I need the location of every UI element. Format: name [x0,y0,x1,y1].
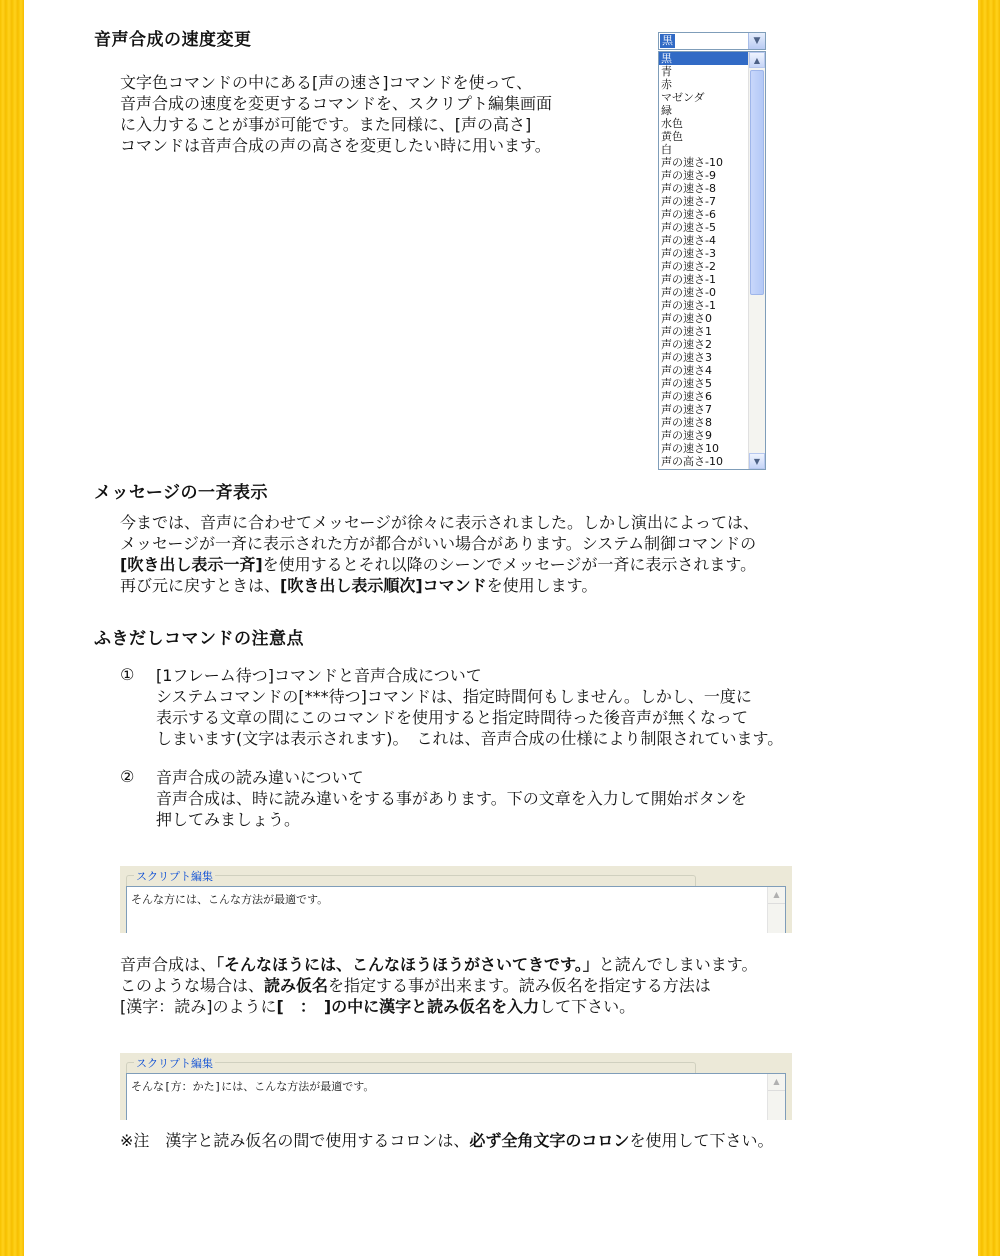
scroll-up-icon[interactable]: ▲ [749,52,765,68]
item2-line-1: 音声合成は、時に読み違いをする事があります。下の文章を入力して開始ボタンを [156,789,747,808]
command-name-simultaneous: [吹き出し表示一斉] [120,555,263,574]
script-textarea[interactable] [126,1073,786,1120]
list-item[interactable]: 白 [661,143,672,156]
note-item-2 [156,767,916,830]
script-editor-2 [120,1053,792,1120]
list-item[interactable]: 声の速さ-2 [661,260,716,273]
scroll-up-icon[interactable]: ▲ [768,887,785,904]
reading-line-1-b: と読んでしまいます。 [598,955,758,974]
script-textarea[interactable] [126,886,786,933]
list-item[interactable]: 声の速さ-6 [661,208,716,221]
script-editor-1 [120,866,792,933]
list-item[interactable]: 声の速さ-0 [661,286,716,299]
list-item[interactable]: 声の速さ-1 [661,273,716,286]
list-item[interactable]: 声の速さ-3 [661,247,716,260]
reading-line-2-a: このような場合は、 [120,976,265,995]
list-item[interactable]: 水色 [661,117,683,130]
list-item[interactable]: 声の速さ-10 [661,156,723,169]
speed-line-4: コマンドは音声合成の声の高さを変更したい時に用います。 [120,136,551,155]
reading-line-3 [120,996,920,1017]
reading-line-1 [120,954,920,975]
command-name-sequential: [吹き出し表示順次]コマンド [280,576,487,595]
speed-line-2: 音声合成の速度を変更するコマンドを、スクリプト編集画面 [120,94,553,113]
list-item[interactable]: 声の速さ-7 [661,195,716,208]
list-item[interactable]: 声の高さ-10 [661,455,723,468]
scroll-thumb[interactable] [750,70,764,295]
list-item[interactable]: マゼンダ [661,91,705,104]
list-item[interactable]: 黄色 [661,130,683,143]
list-item[interactable]: 声の速さ3 [661,351,712,364]
scroll-up-icon[interactable]: ▲ [768,1074,785,1091]
list-item[interactable]: 声の速さ-4 [661,234,716,247]
item1-line-2: 表示する文章の間にこのコマンドを使用すると指定時間待った後音声が無くなって [156,708,749,727]
textarea-scrollbar[interactable] [767,1074,785,1120]
message-line-3 [120,554,900,575]
reading-syntax: [ ： ]の中に漢字と読み仮名を入力 [276,997,540,1016]
colon-note [120,1130,773,1151]
textarea-scrollbar[interactable] [767,887,785,933]
list-item[interactable]: 緑 [661,104,672,117]
left-border-stripe [0,0,24,1256]
note-b: を使用して下さい。 [629,1131,774,1150]
section-heading-message: メッセージの一斉表示 [94,483,268,503]
item-number-1: ① [120,665,135,684]
message-description [120,512,900,596]
list-item[interactable]: 声の速さ1 [661,325,712,338]
misread-text: 「そんなほうには、こんなほうほうがさいてきです。」 [216,955,599,974]
list-item[interactable]: 黒 [659,52,751,65]
list-item[interactable]: 青 [661,65,672,78]
message-line-3-rest: を使用するとそれ以降のシーンでメッセージが一斉に表示されます。 [262,555,757,574]
list-item[interactable]: 声の速さ-1 [661,299,716,312]
select-value: 黒 [662,34,673,47]
right-border-stripe [976,0,1000,1256]
scroll-down-icon[interactable]: ▼ [749,453,765,469]
list-item[interactable]: 声の速さ5 [661,377,712,390]
reading-kana-term: 読み仮名 [264,976,329,995]
note-item-1 [156,665,916,749]
note-emphasis: 必ず全角文字のコロン [469,1131,630,1150]
list-item[interactable]: 声の速さ-5 [661,221,716,234]
speed-line-1: 文字色コマンドの中にある[声の速さ]コマンドを使って、 [120,73,533,92]
list-item[interactable]: 声の速さ4 [661,364,712,377]
command-listbox[interactable] [658,51,766,470]
list-item[interactable]: 声の速さ-9 [661,169,716,182]
item1-line-1: システムコマンドの[***待つ]コマンドは、指定時間何もしません。しかし、一度に [156,687,752,706]
item1-line-3: しまいます(文字は表示されます)。 これは、音声合成の仕様により制限されています。 [156,729,784,748]
message-line-4-b: を使用します。 [486,576,598,595]
list-item[interactable]: 声の速さ10 [661,442,719,455]
list-item[interactable]: 声の速さ-8 [661,182,716,195]
reading-explanation [120,954,920,1017]
item2-line-2: 押してみましょう。 [156,810,301,829]
speed-line-3: に入力することが事が可能です。また同様に、[声の高さ] [120,115,532,134]
note-a: ※注 漢字と読み仮名の間で使用するコロンは、 [120,1131,470,1150]
section-heading-notes: ふきだしコマンドの注意点 [94,629,304,649]
list-item[interactable]: 声の速さ0 [661,312,712,325]
message-line-1: 今までは、音声に合わせてメッセージが徐々に表示されました。しかし演出によっては、 [120,513,760,532]
message-line-4 [120,575,900,596]
reading-line-1-a: 音声合成は、 [120,955,217,974]
reading-line-2 [120,975,920,996]
listbox-items [659,52,751,468]
reading-line-2-b: を指定する事が出来ます。読み仮名を指定する方法は [328,976,711,995]
speed-description [120,72,552,156]
item1-title: [1フレーム待つ]コマンドと音声合成について [156,666,482,685]
list-item[interactable]: 声の速さ2 [661,338,712,351]
list-item[interactable]: 声の速さ9 [661,429,712,442]
message-line-4-a: 再び元に戻すときは、 [120,576,281,595]
script-text: そんな[方：かた]には、こんな方法が最適です。 [131,1080,375,1093]
list-item[interactable]: 声の速さ8 [661,416,712,429]
color-command-select[interactable] [658,32,766,50]
item2-title: 音声合成の読み違いについて [156,768,364,787]
section-heading-speed: 音声合成の速度変更 [94,30,252,50]
list-item[interactable]: 赤 [661,78,672,91]
editor-legend: スクリプト編集 [136,870,213,883]
list-item[interactable]: 声の速さ7 [661,403,712,416]
list-item[interactable]: 声の速さ6 [661,390,712,403]
page-content [24,0,978,1256]
chevron-down-icon[interactable]: ▼ [748,33,765,49]
script-text: そんな方には、こんな方法が最適です。 [131,893,329,906]
message-line-2: メッセージが一斉に表示された方が都合がいい場合があります。システム制御コマンドの [120,534,757,553]
item-number-2: ② [120,767,135,786]
reading-line-3-a: [漢字：読み]のように [120,997,277,1016]
editor-legend: スクリプト編集 [136,1057,213,1070]
reading-line-3-b: して下さい。 [539,997,636,1016]
listbox-scrollbar[interactable] [748,52,765,469]
